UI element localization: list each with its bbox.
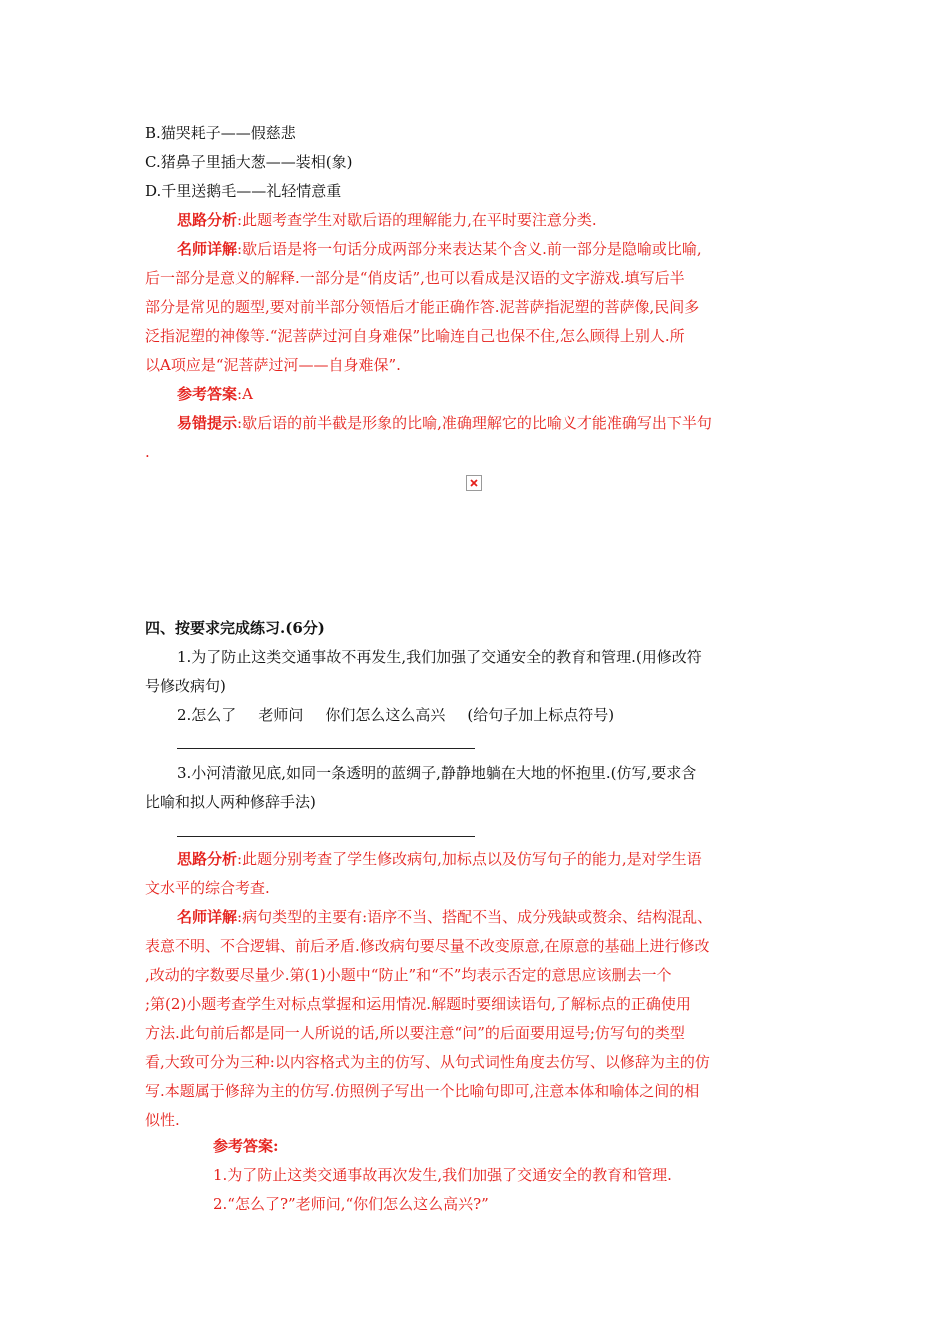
q3-explain-line-1 [177,238,810,260]
q2-part-3: 你们怎么这么高兴 [325,706,446,724]
s4-explain-line-4: ;第(2)小题考查学生对标点掌握和运用情况.解题时要细读语句,了解标点的正确使用 [145,995,691,1013]
s4-explain-line-1 [177,906,810,928]
q3-line-1: 3.小河清澈见底,如同一条透明的蓝绸子,静静地躺在大地的怀抱里.(仿写,要求含 [177,764,697,782]
option-c: C.猪鼻子里插大葱——装相(象) [145,153,353,171]
answer-label: 参考答案 [177,385,238,403]
q3-analysis [177,209,810,231]
explain-text: :歇后语是将一句话分成两部分来表达某个含义.前一部分是隐喻或比喻, [237,240,702,258]
analysis-label: 思路分析 [177,211,238,229]
s4-analysis-line-2: 文水平的综合考查. [145,879,270,897]
q2-part-2: 老师问 [258,706,304,724]
answer-blank-line-2 [177,836,475,837]
s4-answer-label: 参考答案: [213,1137,279,1155]
s4-explain-label: 名师详解 [177,908,238,926]
analysis-text: :此题考查学生对歇后语的理解能力,在平时要注意分类. [237,211,597,229]
q3-line-2: 比喻和拟人两种修辞手法) [145,793,316,811]
tip-text: :歇后语的前半截是形象的比喻,准确理解它的比喻义才能准确写出下半句 [237,414,712,432]
q2-part-4: (给句子加上标点符号) [467,706,615,724]
s4-analysis-text: :此题分别考查了学生修改病句,加标点以及仿写句子的能力,是对学生语 [237,850,702,868]
s4-explain-line-5: 方法.此句前后都是同一人所说的话,所以要注意“问”的后面要用逗号;仿写句的类型 [145,1024,685,1042]
s4-analysis-label: 思路分析 [177,850,238,868]
q2-part-1: 2.怎么了 [177,706,237,724]
q3-tip-tail: . [145,443,150,461]
section-heading: 四、按要求完成练习.(6分) [145,619,325,637]
q1-line-1: 1.为了防止这类交通事故不再发生,我们加强了交通安全的教育和管理.(用修改符 [177,648,702,666]
s4-explain-line-6: 看,大致可分为三种:以内容格式为主的仿写、从句式词性角度去仿写、以修辞为主的仿 [145,1053,710,1071]
s4-explain-line-7: 写.本题属于修辞为主的仿写.仿照例子写出一个比喻句即可,注意本体和喻体之间的相 [145,1082,700,1100]
q3-explain-line-4: 泛指泥塑的神像等.“泥菩萨过河自身难保”比喻连自己也保不住,怎么顾得上别人.所 [145,327,685,345]
q3-tip [177,412,810,434]
explain-label: 名师详解 [177,240,238,258]
q3-explain-line-2: 后一部分是意义的解释.一部分是“俏皮话”,也可以看成是汉语的文字游戏.填写后半 [145,269,685,287]
s4-analysis-line-1 [177,848,810,870]
s4-explain-text: :病句类型的主要有:语序不当、搭配不当、成分残缺或赘余、结构混乱、 [237,908,713,926]
option-b: B.猫哭耗子——假慈悲 [145,124,296,142]
q3-explain-line-5: 以A项应是“泥菩萨过河——自身难保”. [145,356,401,374]
s4-answer-1: 1.为了防止这类交通事故再次发生,我们加强了交通安全的教育和管理. [213,1166,672,1184]
tip-label: 易错提示 [177,414,238,432]
q1-line-2: 号修改病句) [145,677,226,695]
broken-image-icon [466,475,482,491]
s4-explain-line-8: 似性. [145,1111,180,1129]
option-d: D.千里送鹅毛——礼轻情意重 [145,182,342,200]
answer-text: :A [237,385,253,403]
answer-blank-line-1 [177,748,475,749]
q2-line [177,704,810,726]
q3-answer [177,383,810,405]
s4-explain-line-2: 表意不明、不合逻辑、前后矛盾.修改病句要尽量不改变原意,在原意的基础上进行修改 [145,937,710,955]
s4-explain-line-3: ,改动的字数要尽量少.第(1)小题中“防止”和“不”均表示否定的意思应该删去一个 [145,966,672,984]
s4-answer-2: 2.“怎么了?”老师问,“你们怎么这么高兴?” [213,1195,489,1213]
q3-explain-line-3: 部分是常见的题型,要对前半部分领悟后才能正确作答.泥菩萨指泥塑的菩萨像,民间多 [145,298,700,316]
